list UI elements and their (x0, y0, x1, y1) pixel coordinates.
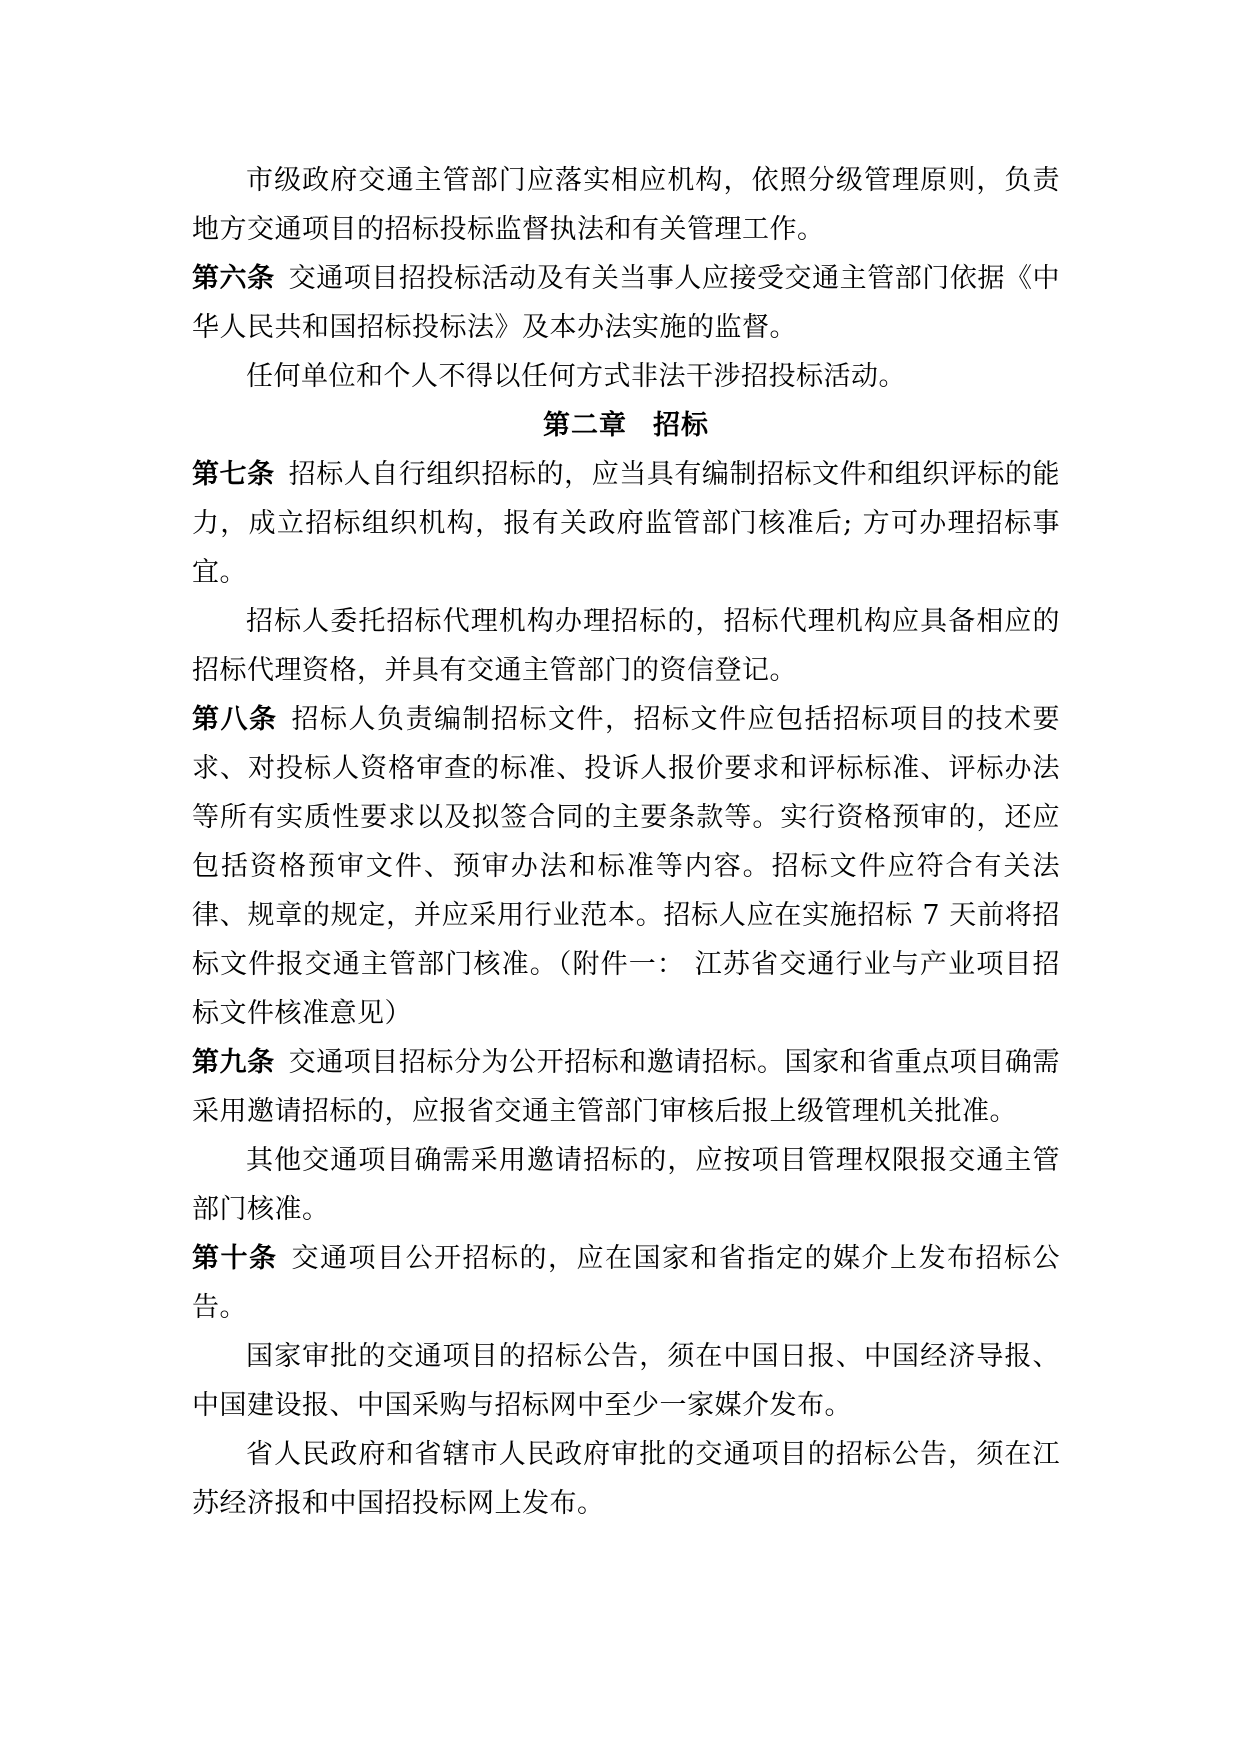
article-9-number: 第九条 (192, 1047, 275, 1078)
article-6 (192, 254, 1060, 352)
article-9 (192, 1038, 1060, 1136)
paragraph-agency: 招标人委托招标代理机构办理招标的，招标代理机构应具备相应的招标代理资格，并具有交通主管部门的资信登记。 (192, 606, 1060, 686)
article-10-number: 第十条 (192, 1243, 278, 1274)
chapter-number: 第二章 (543, 410, 627, 441)
chapter-heading (192, 401, 1060, 450)
article-8 (192, 695, 1060, 1038)
paragraph-no-interference: 任何单位和个人不得以任何方式非法干涉招投标活动。 (246, 361, 906, 392)
article-7-number: 第七条 (192, 459, 275, 490)
paragraph-provincial-notice: 省人民政府和省辖市人民政府审批的交通项目的招标公告，须在江苏经济报和中国招投标网上发布。 (192, 1439, 1060, 1519)
paragraph-national-notice: 国家审批的交通项目的招标公告，须在中国日报、中国经济导报、中国建设报、中国采购与招标网中至少一家媒介发布。 (192, 1341, 1060, 1421)
article-6-text: 交通项目招投标活动及有关当事人应接受交通主管部门依据《中华人民共和国招标投标法》及本办法实施的监督。 (192, 263, 1061, 343)
article-7 (192, 450, 1060, 597)
document-body (192, 156, 1060, 1528)
paragraph-other-projects: 其他交通项目确需采用邀请招标的，应按项目管理权限报交通主管部门核准。 (192, 1145, 1060, 1225)
article-9-text: 交通项目招标分为公开招标和邀请招标。国家和省重点项目确需采用邀请招标的，应报省交通主管部门审核后报上级管理机关批准。 (192, 1047, 1061, 1127)
article-6-number: 第六条 (192, 263, 275, 294)
article-10-text: 交通项目公开招标的，应在国家和省指定的媒介上发布招标公告。 (192, 1243, 1060, 1323)
article-8-text: 招标人负责编制招标文件，招标文件应包括招标项目的技术要求、对投标人资格审查的标准、投诉人报价要求和评标标准、评标办法等所有实质性要求以及拟签合同的主要条款等。实行资格预审的，还应包括资格预审文件、预审办法和标准等内容。招标文件应符合有关法律、规章的规定，并应采用行业范本。招标人应在实施招标 7 天前将招标文件报交通主管部门核准。（附件一： 江苏省交通行业与产业项目招标文件核准意见） (192, 704, 1060, 1029)
article-8-number: 第八条 (192, 704, 278, 735)
article-7-text: 招标人自行组织招标的，应当具有编制招标文件和组织评标的能力，成立招标组织机构，报有关政府监管部门核准后; 方可办理招标事宜。 (192, 459, 1061, 588)
article-10 (192, 1234, 1060, 1332)
paragraph-municipal-authority: 市级政府交通主管部门应落实相应机构，依照分级管理原则，负责地方交通项目的招标投标监督执法和有关管理工作。 (192, 165, 1060, 245)
chapter-title: 招标 (653, 410, 709, 441)
